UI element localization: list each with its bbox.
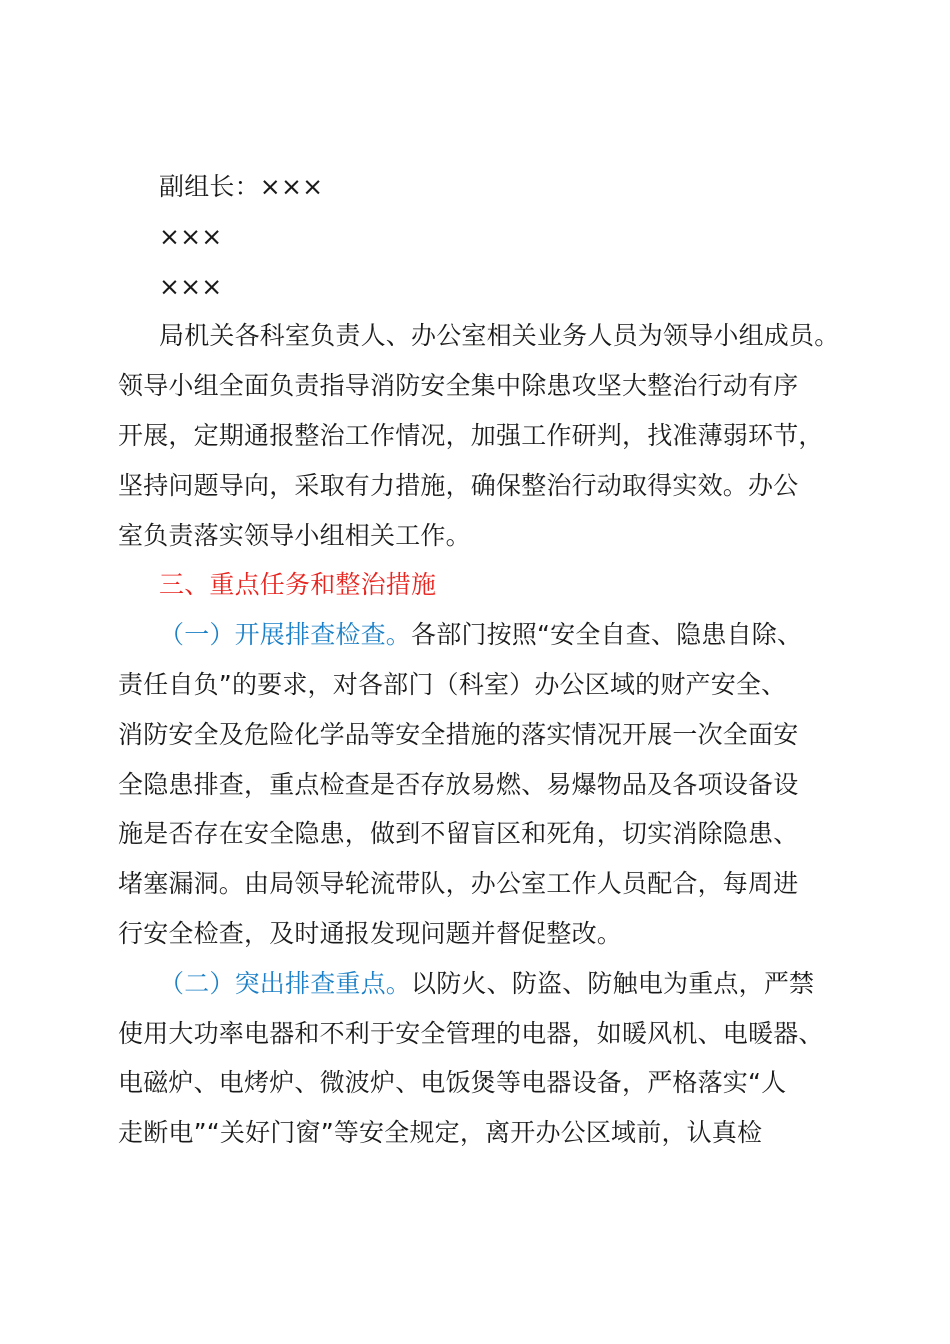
paragraph-line: 开展，定期通报整治工作情况，加强工作研判，找准薄弱环节， [118,420,824,450]
member-name-line: ××× [159,271,223,301]
paragraph-line: 领导小组全面负责指导消防安全集中除患攻坚大整治行动有序 [118,371,799,401]
paragraph-line: 堵塞漏洞。由局领导轮流带队，办公室工作人员配合，每周进 [118,869,799,899]
paragraph-line [118,610,838,660]
paragraph-text: 各部门按照“安全自查、隐患自除、 [411,620,803,650]
paragraph-line: 走断电”“关好门窗”等安全规定，离开办公区域前，认真检 [118,1118,763,1148]
paragraph-line: 电磁炉、电烤炉、微波炉、电饭煲等电器设备，严格落实“人 [118,1068,787,1098]
paragraph-line: 行安全检查，及时通报发现问题并督促整改。 [118,918,623,948]
paragraph-line: 责任自负”的要求，对各部门（科室）办公区域的财产安全、 [118,669,787,699]
paragraph-line: 全隐患排查，重点检查是否存放易燃、易爆物品及各项设备设 [118,769,799,799]
paragraph-line [118,959,838,1009]
subsection-heading: （二）突出排查重点。 [159,968,412,998]
subsection-heading: （一）开展排查检查。 [159,620,412,650]
paragraph-line: 使用大功率电器和不利于安全管理的电器，如暖风机、电暖器、 [118,1018,824,1048]
member-name-line: ××× [159,221,223,251]
paragraph-line: 施是否存在安全隐患，做到不留盲区和死角，切实消除隐患、 [118,819,799,849]
paragraph-line: 室负责落实领导小组相关工作。 [118,520,471,550]
paragraph-line: 坚持问题导向，采取有力措施，确保整治行动取得实效。办公 [118,470,799,500]
deputy-leader-line: 副组长：××× [159,172,324,201]
paragraph-line: 局机关各科室负责人、办公室相关业务人员为领导小组成员。 [159,321,840,351]
paragraph-line: 消防安全及危险化学品等安全措施的落实情况开展一次全面安 [118,719,799,749]
section-heading: 三、重点任务和整治措施 [159,570,437,600]
document-body [118,162,838,1158]
paragraph-text: 以防火、防盗、防触电为重点，严禁 [411,968,815,998]
